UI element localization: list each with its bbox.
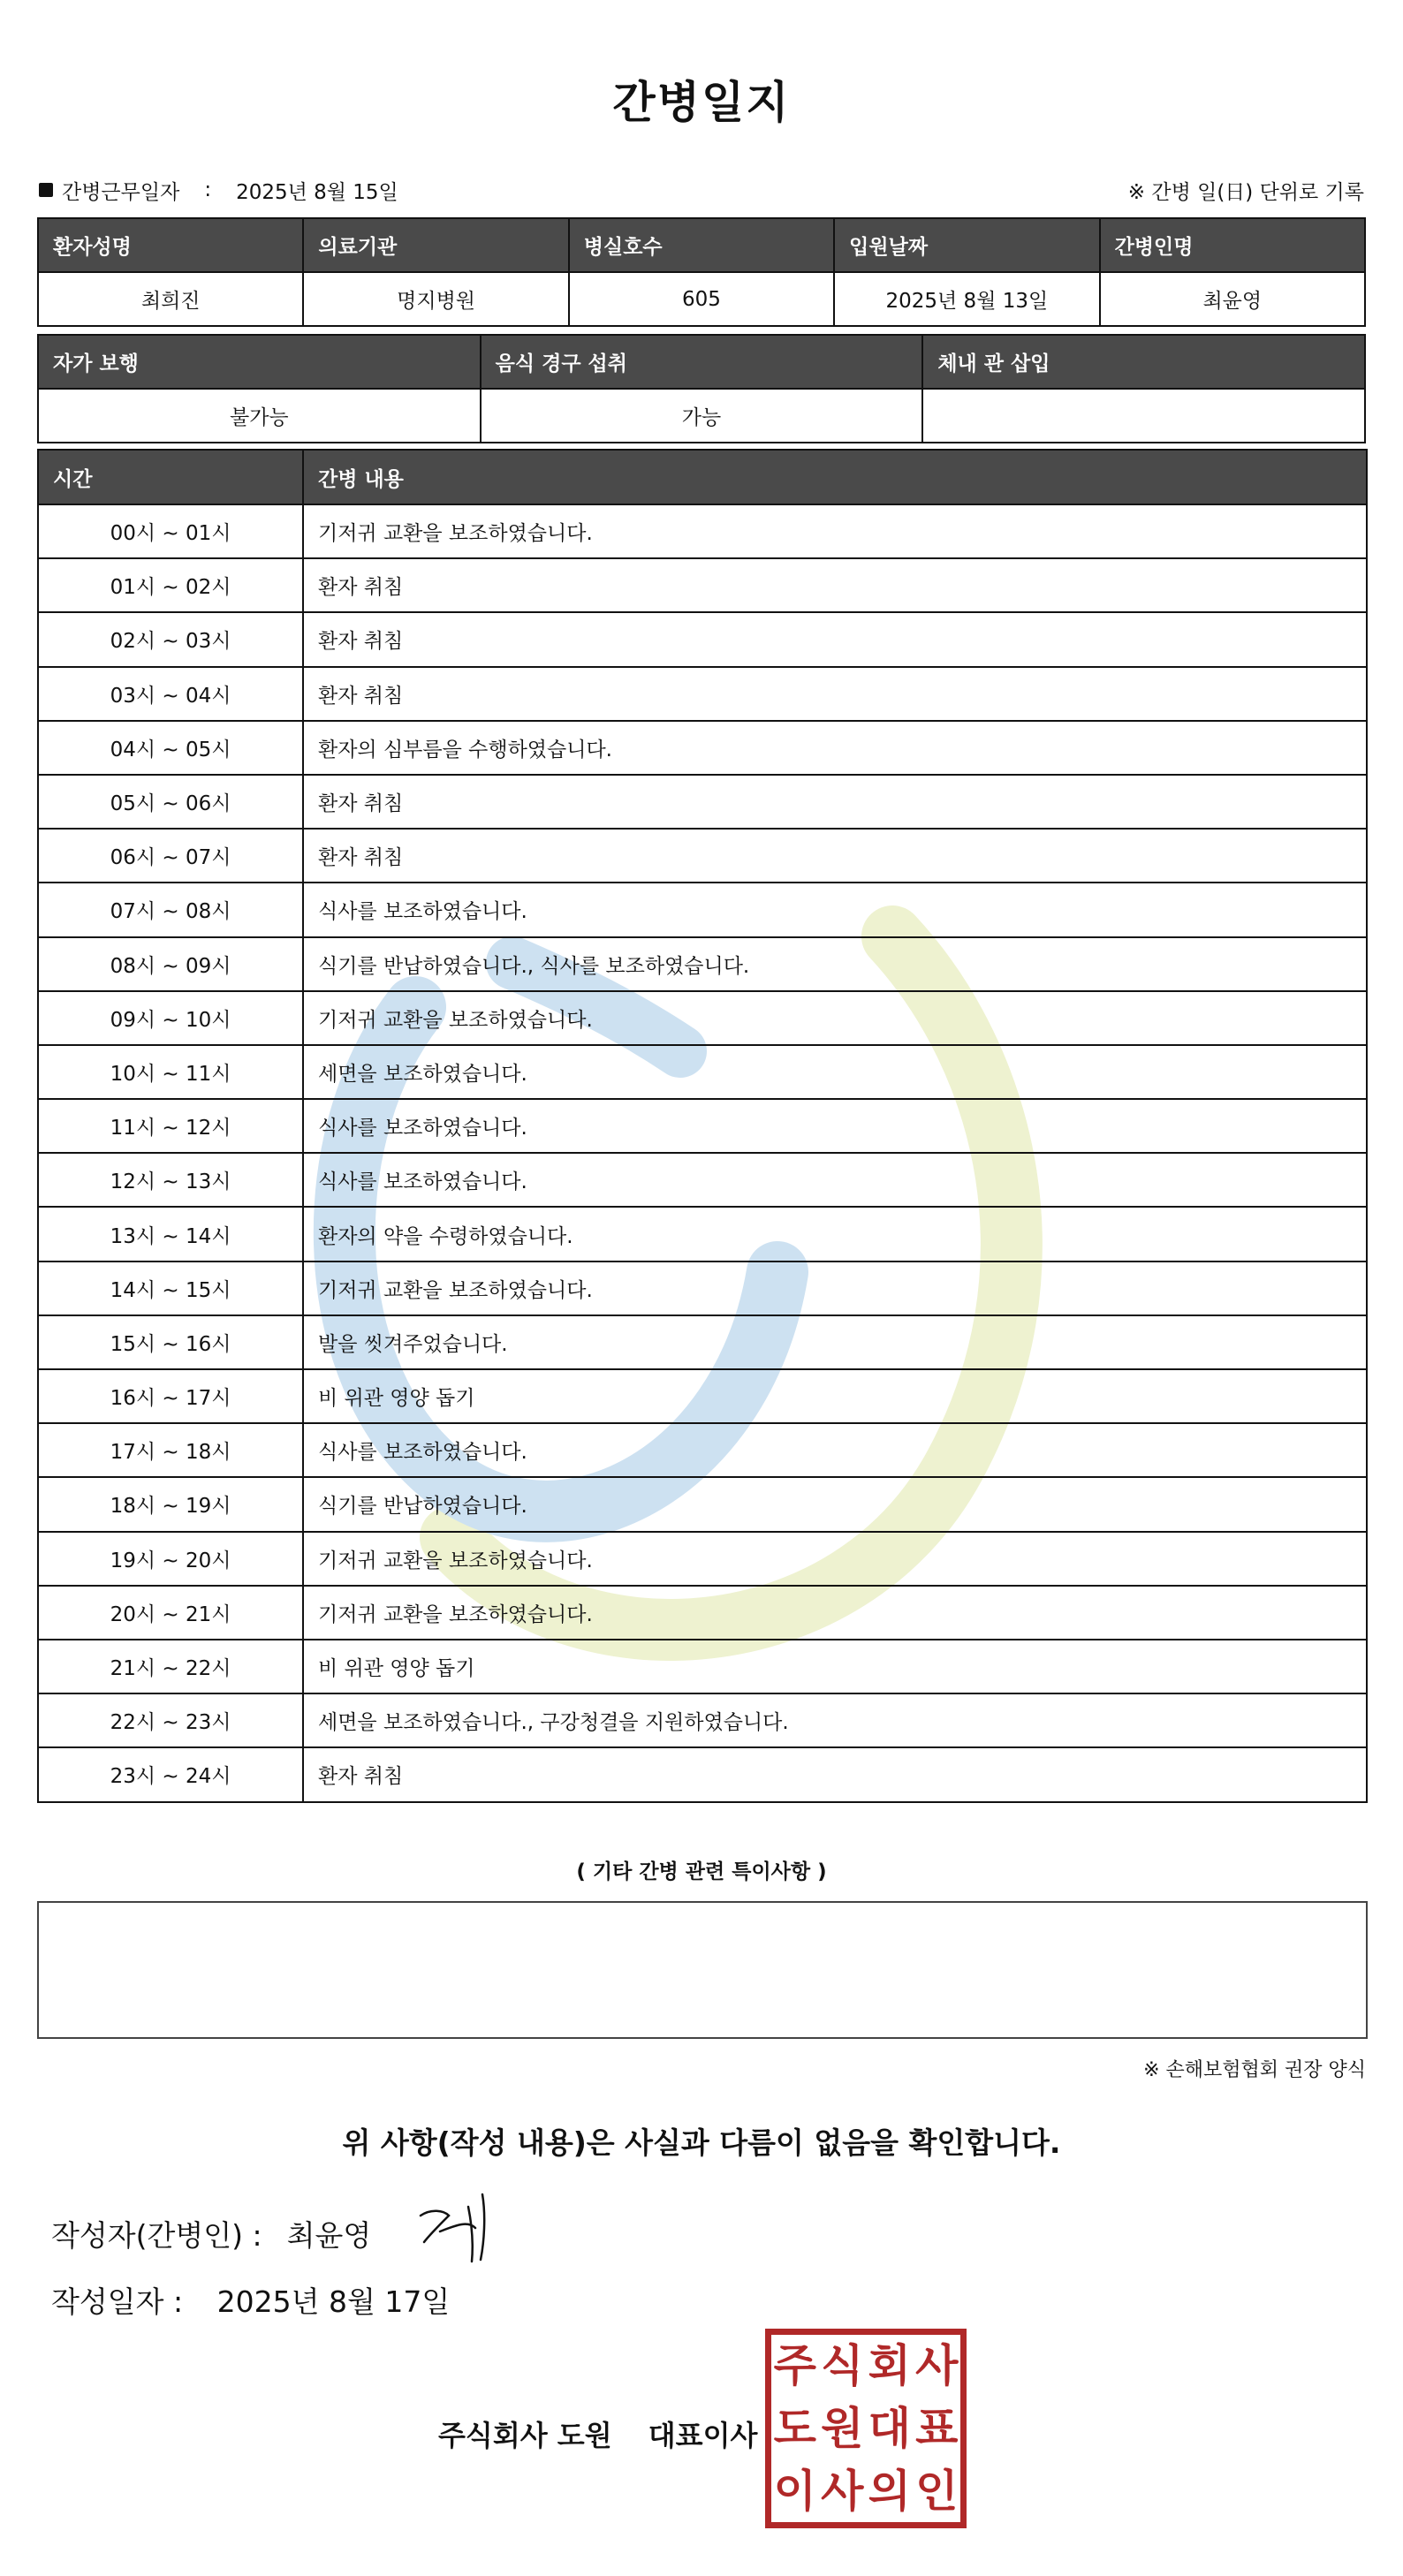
writer-name: 최윤영 bbox=[286, 2218, 372, 2253]
care-log-time: 04시 ~ 05시 bbox=[38, 721, 303, 775]
care-log-content: 세면을 보조하였습니다. bbox=[303, 1045, 1367, 1099]
recommended-form-note: ※ 손해보험협회 권장 양식 bbox=[1143, 2059, 1366, 2081]
header-caregiver-name: 간병인명 bbox=[1100, 218, 1365, 272]
table-row bbox=[38, 1747, 1367, 1801]
header-self-walking: 자가 보행 bbox=[38, 335, 481, 389]
seal-char: 원 bbox=[821, 2402, 864, 2454]
admission-date-value: 2025년 8월 13일 bbox=[834, 272, 1099, 326]
table-row bbox=[38, 937, 1367, 991]
table-row bbox=[38, 1045, 1367, 1099]
table-row bbox=[38, 1369, 1367, 1423]
care-log-time: 13시 ~ 14시 bbox=[38, 1207, 303, 1261]
patient-info-table bbox=[37, 217, 1366, 327]
page-title: 간병일지 bbox=[612, 77, 791, 128]
table-row bbox=[38, 991, 1367, 1045]
care-log-content: 식사를 보조하였습니다. bbox=[303, 1153, 1367, 1207]
seal-char: 사 bbox=[915, 2340, 959, 2392]
table-row bbox=[38, 1315, 1367, 1369]
care-log-content: 비 위관 영양 돕기 bbox=[303, 1369, 1367, 1423]
care-log-time: 06시 ~ 07시 bbox=[38, 829, 303, 883]
header-room-number: 병실호수 bbox=[569, 218, 834, 272]
duty-date-label: 간병근무일자 bbox=[62, 180, 180, 204]
care-log-content: 식기를 반납하였습니다., 식사를 보조하였습니다. bbox=[303, 937, 1367, 991]
seal-char: 의 bbox=[868, 2465, 911, 2517]
care-log-content: 발을 씻겨주었습니다. bbox=[303, 1315, 1367, 1369]
duty-date-colon: : bbox=[204, 178, 212, 201]
header-care-content: 간병 내용 bbox=[303, 450, 1367, 504]
written-date-value: 2025년 8월 17일 bbox=[216, 2284, 451, 2319]
company-representative: 대표이사 bbox=[648, 2419, 758, 2452]
care-log-content: 기저귀 교환을 보조하였습니다. bbox=[303, 1261, 1367, 1315]
care-log-time: 19시 ~ 20시 bbox=[38, 1532, 303, 1586]
header-hospital: 의료기관 bbox=[303, 218, 568, 272]
care-log-content: 환자 취침 bbox=[303, 667, 1367, 721]
care-log-content: 기저귀 교환을 보조하였습니다. bbox=[303, 991, 1367, 1045]
care-log-content: 기저귀 교환을 보조하였습니다. bbox=[303, 504, 1367, 558]
care-log-content: 환자 취침 bbox=[303, 1747, 1367, 1801]
table-row bbox=[38, 721, 1367, 775]
care-log-content: 환자의 약을 수령하였습니다. bbox=[303, 1207, 1367, 1261]
care-log-header-row bbox=[38, 450, 1367, 504]
company-line bbox=[438, 2413, 757, 2454]
seal-char: 대 bbox=[868, 2402, 911, 2454]
written-date-label: 작성일자 : bbox=[51, 2284, 184, 2319]
care-log-time: 07시 ~ 08시 bbox=[38, 883, 303, 936]
hospital-value: 명지병원 bbox=[303, 272, 568, 326]
duty-date-line bbox=[39, 172, 1364, 208]
care-log-time: 15시 ~ 16시 bbox=[38, 1315, 303, 1369]
table-row bbox=[38, 1586, 1367, 1640]
table-row bbox=[38, 1640, 1367, 1693]
header-patient-name: 환자성명 bbox=[38, 218, 303, 272]
daily-record-note: ※ 간병 일(日) 단위로 기록 bbox=[1127, 180, 1364, 204]
care-log-time: 10시 ~ 11시 bbox=[38, 1045, 303, 1099]
patient-status-value-row bbox=[38, 389, 1365, 443]
table-row bbox=[38, 667, 1367, 721]
care-log-content: 식사를 보조하였습니다. bbox=[303, 883, 1367, 936]
bullet-square-icon bbox=[39, 183, 53, 197]
header-tube-insertion: 체내 관 삽입 bbox=[922, 335, 1365, 389]
caregiver-name-value: 최윤영 bbox=[1100, 272, 1365, 326]
room-number-value: 605 bbox=[569, 272, 834, 326]
oral-intake-value: 가능 bbox=[481, 389, 923, 443]
care-log-time: 20시 ~ 21시 bbox=[38, 1586, 303, 1640]
header-time: 시간 bbox=[38, 450, 303, 504]
special-notes-title: ( 기타 간병 관련 특이사항 ) bbox=[576, 1860, 827, 1883]
care-log-time: 03시 ~ 04시 bbox=[38, 667, 303, 721]
seal-char: 회 bbox=[868, 2340, 911, 2392]
care-log-time: 22시 ~ 23시 bbox=[38, 1693, 303, 1747]
table-row bbox=[38, 1532, 1367, 1586]
table-row bbox=[38, 558, 1367, 612]
care-log-time: 21시 ~ 22시 bbox=[38, 1640, 303, 1693]
table-row bbox=[38, 504, 1367, 558]
writer-label: 작성자(간병인) : bbox=[51, 2218, 262, 2253]
table-row bbox=[38, 829, 1367, 883]
seal-char: 이 bbox=[773, 2465, 816, 2517]
seal-char: 주 bbox=[773, 2340, 816, 2392]
care-log-content: 식사를 보조하였습니다. bbox=[303, 1423, 1367, 1477]
special-notes-box[interactable] bbox=[37, 1901, 1368, 2039]
patient-info-header-row bbox=[38, 218, 1365, 272]
care-log-content: 비 위관 영양 돕기 bbox=[303, 1640, 1367, 1693]
table-row bbox=[38, 1423, 1367, 1477]
care-log-content: 기저귀 교환을 보조하였습니다. bbox=[303, 1586, 1367, 1640]
care-log-time: 00시 ~ 01시 bbox=[38, 504, 303, 558]
care-log-content: 환자 취침 bbox=[303, 558, 1367, 612]
confirmation-statement: 위 사항(작성 내용)은 사실과 다름이 없음을 확인합니다. bbox=[342, 2125, 1061, 2160]
care-log-time: 16시 ~ 17시 bbox=[38, 1369, 303, 1423]
care-log-content: 식사를 보조하였습니다. bbox=[303, 1099, 1367, 1153]
table-row bbox=[38, 1693, 1367, 1747]
care-log-time: 18시 ~ 19시 bbox=[38, 1477, 303, 1531]
table-row bbox=[38, 775, 1367, 829]
table-row bbox=[38, 1153, 1367, 1207]
seal-char: 인 bbox=[915, 2465, 959, 2517]
care-log-time: 17시 ~ 18시 bbox=[38, 1423, 303, 1477]
table-row bbox=[38, 1099, 1367, 1153]
seal-char: 식 bbox=[821, 2340, 864, 2392]
company-name: 주식회사 도원 bbox=[438, 2419, 612, 2452]
table-row bbox=[38, 883, 1367, 936]
care-log-time: 02시 ~ 03시 bbox=[38, 612, 303, 666]
patient-status-table bbox=[37, 334, 1366, 443]
care-log-time: 08시 ~ 09시 bbox=[38, 937, 303, 991]
care-log-time: 14시 ~ 15시 bbox=[38, 1261, 303, 1315]
seal-char: 표 bbox=[915, 2402, 959, 2454]
seal-char: 사 bbox=[821, 2465, 864, 2517]
table-row bbox=[38, 1261, 1367, 1315]
patient-status-header-row bbox=[38, 335, 1365, 389]
company-seal-stamp bbox=[765, 2329, 967, 2528]
care-log-time: 01시 ~ 02시 bbox=[38, 558, 303, 612]
care-log-content: 세면을 보조하였습니다., 구강청결을 지원하였습니다. bbox=[303, 1693, 1367, 1747]
care-log-time: 11시 ~ 12시 bbox=[38, 1099, 303, 1153]
care-log-content: 환자 취침 bbox=[303, 829, 1367, 883]
seal-char: 도 bbox=[773, 2402, 816, 2454]
writer-line bbox=[51, 2213, 371, 2254]
header-admission-date: 입원날짜 bbox=[834, 218, 1099, 272]
writer-signature bbox=[413, 2189, 511, 2269]
patient-info-value-row bbox=[38, 272, 1365, 326]
duty-date-value: 2025년 8월 15일 bbox=[236, 180, 398, 204]
care-log-time: 12시 ~ 13시 bbox=[38, 1153, 303, 1207]
care-log-time: 09시 ~ 10시 bbox=[38, 991, 303, 1045]
care-log-content: 환자 취침 bbox=[303, 612, 1367, 666]
care-log-content: 식기를 반납하였습니다. bbox=[303, 1477, 1367, 1531]
header-oral-intake: 음식 경구 섭취 bbox=[481, 335, 923, 389]
patient-name-value: 최희진 bbox=[38, 272, 303, 326]
care-log-table bbox=[37, 449, 1368, 1803]
table-row bbox=[38, 612, 1367, 666]
table-row bbox=[38, 1477, 1367, 1531]
tube-insertion-value bbox=[922, 389, 1365, 443]
table-row bbox=[38, 1207, 1367, 1261]
care-log-content: 환자 취침 bbox=[303, 775, 1367, 829]
care-log-content: 기저귀 교환을 보조하였습니다. bbox=[303, 1532, 1367, 1586]
care-log-body bbox=[38, 504, 1367, 1802]
written-date-line bbox=[51, 2279, 450, 2321]
care-log-time: 05시 ~ 06시 bbox=[38, 775, 303, 829]
self-walking-value: 불가능 bbox=[38, 389, 481, 443]
care-log-time: 23시 ~ 24시 bbox=[38, 1747, 303, 1801]
care-log-content: 환자의 심부름을 수행하였습니다. bbox=[303, 721, 1367, 775]
